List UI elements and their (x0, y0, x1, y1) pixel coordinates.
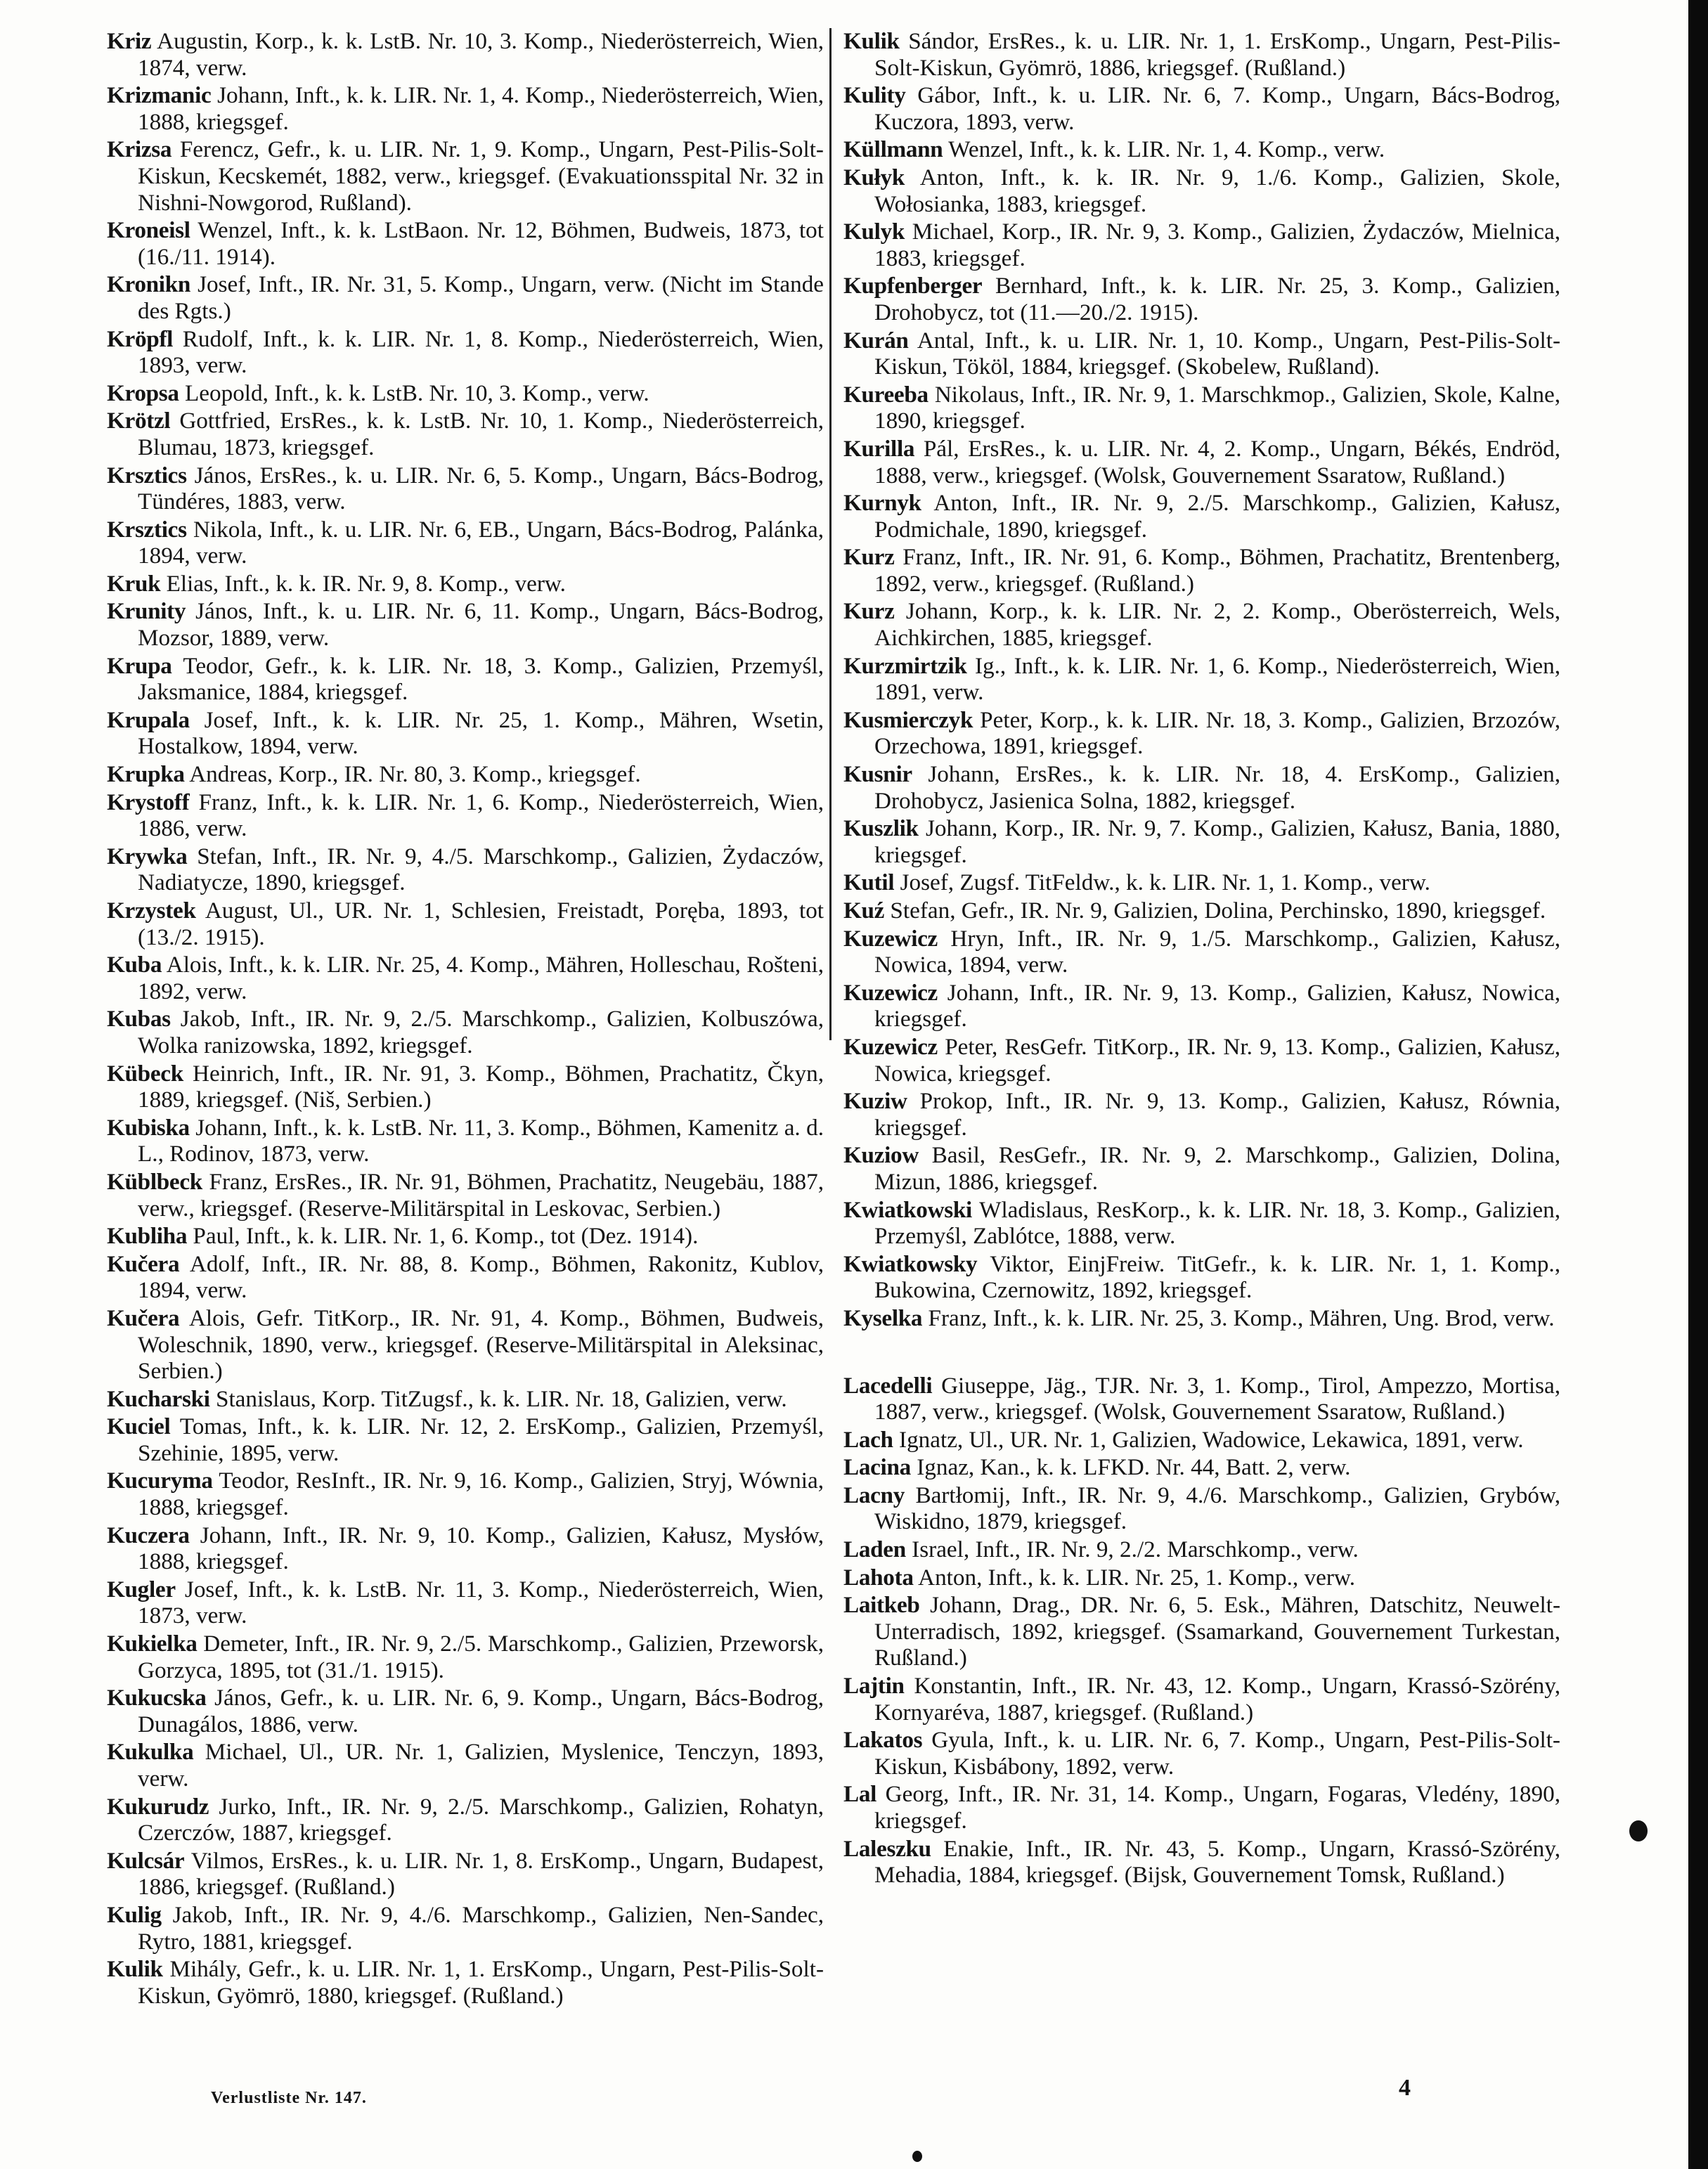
casualty-entry (107, 1061, 824, 1113)
entry-surname: Kučera (107, 1250, 180, 1277)
entry-surname: Kubas (107, 1006, 171, 1032)
casualty-entry (843, 164, 1560, 217)
entry-surname: Kutil (843, 869, 895, 896)
entry-surname: Kubiska (107, 1114, 190, 1141)
casualty-entry (843, 815, 1560, 868)
entry-surname: Laitkeb (843, 1592, 920, 1619)
entry-details: Stefan, Gefr., IR. Nr. 9, Galizien, Dolina, Perchinsko, 1890, kriegsgef. (890, 898, 1546, 924)
entry-details: Ignatz, Ul., UR. Nr. 1, Galizien, Wadowice, Lekawica, 1891, verw. (899, 1426, 1524, 1453)
entry-details: Stanislaus, Korp. TitZugsf., k. k. LIR. Nr. 18, Galizien, verw. (215, 1385, 787, 1412)
casualty-entry (843, 1251, 1560, 1304)
casualty-entry (107, 1522, 824, 1575)
entry-surname: Kriz (107, 28, 152, 54)
entry-surname: Krzystek (107, 898, 196, 924)
entry-surname: Lacina (843, 1454, 911, 1481)
casualty-entry (843, 544, 1560, 597)
casualty-entry (843, 980, 1560, 1032)
entry-surname: Kurnyk (843, 490, 921, 517)
casualty-entry (843, 898, 1560, 924)
entry-details: Josef, Zugsf. TitFeldw., k. k. LIR. Nr. 1, 1. Komp., verw. (900, 869, 1430, 896)
casualty-entry (107, 653, 824, 706)
casualty-entry (107, 408, 824, 460)
entry-surname: Kuzewicz (843, 979, 938, 1006)
casualty-entry (107, 1251, 824, 1304)
entry-surname: Küllmann (843, 136, 943, 163)
entry-details: Wenzel, Inft., k. k. LIR. Nr. 1, 4. Komp., verw. (948, 136, 1385, 163)
entry-surname: Krizmanic (107, 82, 212, 109)
right-column-l-entries (843, 1373, 1560, 1889)
entry-surname: Kuciel (107, 1413, 171, 1440)
entry-surname: Lacny (843, 1482, 905, 1508)
casualty-entry (107, 462, 824, 515)
casualty-entry (843, 436, 1560, 488)
entry-details: Demeter, Inft., IR. Nr. 9, 2./5. Marschkomp., Galizien, Przeworsk, Gorzyca, 1895, tot (31./1. 1915). (138, 1631, 824, 1683)
section-gap (843, 1333, 1560, 1373)
casualty-entry (107, 271, 824, 324)
entry-details: Basil, ResGefr., IR. Nr. 9, 2. Marschkomp., Galizien, Dolina, Mizun, 1886, kriegsgef. (874, 1142, 1560, 1195)
casualty-entry (843, 1673, 1560, 1726)
entry-details: Gyula, Inft., k. u. LIR. Nr. 6, 7. Komp., Ungarn, Pest-Pilis-Solt-Kiskun, Kisbábony, 1892, verw. (874, 1727, 1560, 1780)
entry-details: János, ErsRes., k. u. LIR. Nr. 6, 5. Komp., Ungarn, Bács-Bodrog, Tündéres, 1883, verw. (138, 462, 824, 515)
casualty-entry (843, 1454, 1560, 1481)
entry-details: August, Ul., UR. Nr. 1, Schlesien, Freistadt, Poręba, 1893, tot (13./2. 1915). (138, 898, 824, 950)
entry-surname: Lach (843, 1426, 893, 1453)
page-number: 4 (1399, 2075, 1411, 2101)
entry-details: Paul, Inft., k. k. LIR. Nr. 1, 6. Komp., tot (Dez. 1914). (193, 1223, 699, 1250)
entry-surname: Lal (843, 1781, 877, 1808)
entry-details: Peter, ResGefr. TitKorp., IR. Nr. 9, 13. Komp., Galizien, Kałusz, Nowica, kriegsgef. (874, 1033, 1560, 1087)
casualty-entry (107, 1413, 824, 1466)
casualty-entry (107, 517, 824, 569)
entry-details: Gottfried, ErsRes., k. k. LstB. Nr. 10, 1. Komp., Niederösterreich, Blumau, 1873, kriegsgef. (138, 408, 824, 460)
entry-details: Giuseppe, Jäg., TJR. Nr. 3, 1. Komp., Tirol, Ampezzo, Mortisa, 1887, verw., kriegsgef. (Wolsk, Gouvernement Ssaratow, Rußland.) (874, 1372, 1561, 1425)
casualty-entry (107, 1386, 824, 1413)
casualty-entry (843, 1034, 1560, 1087)
entry-details: Josef, Inft., k. k. LstB. Nr. 11, 3. Komp., Niederösterreich, Wien, 1873, verw. (138, 1576, 824, 1629)
entry-surname: Kroneisl (107, 217, 190, 244)
entry-details: Anton, Inft., k. k. IR. Nr. 9, 1./6. Komp., Galizien, Skole, Wołosianka, 1883, kriegsgef. (874, 164, 1560, 217)
casualty-entry (843, 1781, 1560, 1834)
casualty-entry (843, 1373, 1560, 1425)
casualty-entry (107, 1956, 824, 2009)
casualty-entry (107, 843, 824, 896)
entry-surname: Kuziow (843, 1142, 919, 1169)
entry-details: Johann, Korp., k. k. LIR. Nr. 2, 2. Komp., Oberösterreich, Wels, Aichkirchen, 1885, kriegsgef. (874, 598, 1560, 652)
entry-surname: Kusnir (843, 761, 912, 788)
casualty-entry (107, 1169, 824, 1222)
casualty-entry (107, 1305, 824, 1385)
entry-details: Johann, Inft., k. k. LstB. Nr. 11, 3. Komp., Böhmen, Kamenitz a. d. L., Rodinov, 1873, verw. (138, 1114, 824, 1167)
casualty-entry (843, 1142, 1560, 1195)
entry-details: Josef, Inft., k. k. LIR. Nr. 25, 1. Komp., Mähren, Wsetin, Hostalkow, 1894, verw. (138, 706, 824, 760)
entry-surname: Kulity (843, 82, 906, 109)
entry-surname: Laleszku (843, 1835, 931, 1862)
entry-surname: Kuź (843, 898, 885, 924)
casualty-entry (107, 1739, 824, 1792)
footer-list-label: Verlustliste Nr. 147. (211, 2089, 367, 2107)
casualty-entry (843, 926, 1560, 978)
entry-details: Enakie, Inft., IR. Nr. 43, 5. Komp., Ungarn, Krassó-Szörény, Mehadia, 1884, kriegsgef. (Bijsk, Gouvernement Tomsk, Rußland.) (874, 1835, 1560, 1889)
entry-surname: Kwiatkowsky (843, 1250, 978, 1277)
entry-details: Johann, Drag., DR. Nr. 6, 5. Esk., Mähren, Datschitz, Neuwelt-Unterradisch, 1892, kriegsgef. (Ssamarkand, Gouvernement Turkestan, Rußland.) (874, 1592, 1561, 1671)
casualty-entry (107, 898, 824, 950)
entry-details: Anton, Inft., IR. Nr. 9, 2./5. Marschkomp., Galizien, Kałusz, Podmichale, 1890, kriegsgef. (874, 490, 1560, 543)
entry-details: Hryn, Inft., IR. Nr. 9, 1./5. Marschkomp., Galizien, Kałusz, Nowica, 1894, verw. (874, 925, 1561, 978)
entry-surname: Krywka (107, 843, 188, 869)
casualty-entry (843, 382, 1560, 434)
entry-details: Ferencz, Gefr., k. u. LIR. Nr. 1, 9. Komp., Ungarn, Pest-Pilis-Solt-Kiskun, Kecskemét, 1882, verw., kriegsgef. (Evakuationsspital Nr. 32 in Nishni-Nowgorod, Rußland). (138, 136, 824, 216)
entry-details: Franz, ErsRes., IR. Nr. 91, Böhmen, Prachatitz, Neugebäu, 1887, verw., kriegsgef. (Reserve-Militärspital in Leskovac, Serbien.) (138, 1168, 824, 1222)
entry-surname: Küblbeck (107, 1168, 202, 1195)
entry-surname: Kurilla (843, 435, 915, 462)
entry-details: Jakob, Inft., IR. Nr. 9, 2./5. Marschkomp., Galizien, Kolbuszówa, Wolka ranizowska, 1892, kriegsgef. (138, 1006, 824, 1058)
casualty-entry (107, 1848, 824, 1901)
entry-surname: Krupa (107, 652, 172, 679)
entry-details: Andreas, Korp., IR. Nr. 80, 3. Komp., kriegsgef. (189, 761, 641, 788)
entry-details: Pál, ErsRes., k. u. LIR. Nr. 4, 2. Komp., Ungarn, Békés, Endröd, 1888, verw., kriegsgef. (Wolsk, Gouvernement Ssaratow, Rußland.) (874, 435, 1561, 488)
entry-surname: Kukurudz (107, 1793, 209, 1820)
casualty-entry (107, 1006, 824, 1058)
casualty-entry (843, 1836, 1560, 1889)
entry-surname: Kukucska (107, 1685, 207, 1711)
entry-surname: Kulik (107, 1956, 163, 1983)
casualty-entry (107, 952, 824, 1004)
entry-surname: Kubliha (107, 1223, 188, 1250)
casualty-entry (843, 707, 1560, 760)
entry-surname: Krötzl (107, 408, 171, 434)
entry-details: Heinrich, Inft., IR. Nr. 91, 3. Komp., Böhmen, Prachatitz, Čkyn, 1889, kriegsgef. (Niš, Serbien.) (138, 1060, 824, 1113)
entry-surname: Lakatos (843, 1727, 923, 1754)
casualty-entry (107, 1685, 824, 1737)
entry-details: Michael, Korp., IR. Nr. 9, 3. Komp., Galizien, Żydaczów, Mielnica, 1883, kriegsgef. (874, 219, 1560, 271)
entry-details: Johann, Inft., IR. Nr. 9, 13. Komp., Galizien, Kałusz, Nowica, kriegsgef. (874, 979, 1561, 1032)
casualty-entry (843, 273, 1560, 325)
entry-surname: Kurz (843, 544, 895, 571)
entry-surname: Lahota (843, 1564, 914, 1591)
entry-surname: Kröpfl (107, 325, 174, 352)
casualty-entry (843, 1592, 1560, 1671)
casualty-entry (107, 789, 824, 842)
casualty-entry (843, 136, 1560, 163)
entry-surname: Kuzewicz (843, 925, 938, 952)
entry-surname: Kronikn (107, 271, 191, 298)
entry-details: Augustin, Korp., k. k. LstB. Nr. 10, 3. Komp., Niederösterreich, Wien, 1874, verw. (138, 28, 824, 81)
entry-surname: Kucuryma (107, 1468, 213, 1494)
entry-surname: Kureeba (843, 381, 929, 408)
ink-blot-bottom (912, 2151, 922, 2162)
entry-details: Nikola, Inft., k. u. LIR. Nr. 6, EB., Ungarn, Bács-Bodrog, Palánka, 1894, verw. (138, 516, 824, 569)
entry-surname: Kulcsár (107, 1847, 185, 1874)
entry-details: Peter, Korp., k. k. LIR. Nr. 18, 3. Komp., Galizien, Brzozów, Orzechowa, 1891, kriegsgef. (874, 706, 1560, 760)
casualty-entry (843, 28, 1560, 81)
casualty-entry (107, 1115, 824, 1167)
entry-details: Franz, Inft., k. k. LIR. Nr. 25, 3. Komp., Mähren, Ung. Brod, verw. (928, 1304, 1555, 1331)
casualty-entry (107, 1468, 824, 1520)
entry-surname: Kruk (107, 570, 161, 597)
ink-blot-right (1629, 1820, 1648, 1841)
right-column (843, 28, 1560, 1890)
casualty-entry (107, 1576, 824, 1629)
entry-details: Franz, Inft., IR. Nr. 91, 6. Komp., Böhmen, Prachatitz, Brentenberg, 1892, verw., kriegsgef. (Rußland.) (874, 544, 1560, 597)
entry-details: János, Inft., k. u. LIR. Nr. 6, 11. Komp., Ungarn, Bács-Bodrog, Mozsor, 1889, verw. (138, 598, 824, 652)
entry-surname: Kuszlik (843, 815, 919, 842)
entry-surname: Kuzewicz (843, 1033, 938, 1060)
entry-surname: Kugler (107, 1576, 176, 1603)
entry-details: Johann, ErsRes., k. k. LIR. Nr. 18, 4. ErsKomp., Galizien, Drohobycz, Jasienica Solna, 1882, kriegsgef. (874, 761, 1561, 814)
entry-surname: Kułyk (843, 164, 905, 190)
entry-surname: Kuziw (843, 1088, 907, 1115)
entry-details: Johann, Inft., IR. Nr. 9, 10. Komp., Galizien, Kałusz, Mysłów, 1888, kriegsgef. (138, 1522, 824, 1575)
entry-details: Prokop, Inft., IR. Nr. 9, 13. Komp., Galizien, Kałusz, Równia, kriegsgef. (874, 1088, 1560, 1141)
entry-surname: Kurzmirtzik (843, 652, 967, 679)
entry-details: Adolf, Inft., IR. Nr. 88, 8. Komp., Böhmen, Rakonitz, Kublov, 1894, verw. (138, 1250, 824, 1304)
casualty-entry (843, 598, 1560, 651)
entry-surname: Kucharski (107, 1385, 210, 1412)
entry-details: Wladislaus, ResKorp., k. k. LIR. Nr. 18, 3. Komp., Galizien, Przemyśl, Zablótce, 1888, verw. (874, 1196, 1560, 1250)
entry-surname: Kuczera (107, 1522, 190, 1548)
left-column (107, 28, 824, 2010)
entry-details: Anton, Inft., k. k. LIR. Nr. 25, 1. Komp., verw. (918, 1564, 1356, 1591)
entry-surname: Kukulka (107, 1739, 194, 1766)
entry-surname: Kuba (107, 952, 162, 978)
casualty-entry (843, 761, 1560, 814)
casualty-entry (107, 217, 824, 270)
casualty-entry (107, 28, 824, 81)
casualty-entry (107, 1223, 824, 1250)
casualty-entry (843, 869, 1560, 896)
casualty-entry (843, 1197, 1560, 1250)
casualty-entry (107, 1631, 824, 1683)
entry-surname: Krupka (107, 761, 185, 788)
entry-details: Bartłomij, Inft., IR. Nr. 9, 4./6. Marschkomp., Galizien, Grybów, Wiskidno, 1879, kriegsgef. (874, 1482, 1560, 1535)
entry-details: Rudolf, Inft., k. k. LIR. Nr. 1, 8. Komp., Niederösterreich, Wien, 1893, verw. (138, 325, 824, 379)
entry-details: Antal, Inft., k. u. LIR. Nr. 1, 10. Komp., Ungarn, Pest-Pilis-Solt-Kiskun, Tököl, 1884, kriegsgef. (Skobelew, Rußland). (874, 327, 1560, 380)
casualty-entry (107, 1794, 824, 1846)
casualty-entry (107, 136, 824, 216)
entry-surname: Kwiatkowski (843, 1196, 972, 1223)
column-divider (829, 28, 832, 1040)
casualty-entry (843, 1727, 1560, 1780)
casualty-entry (107, 82, 824, 135)
entry-surname: Kyselka (843, 1304, 923, 1331)
casualty-entry (107, 707, 824, 760)
entry-surname: Kukielka (107, 1631, 198, 1657)
entry-surname: Krunity (107, 598, 186, 625)
entry-details: Konstantin, Inft., IR. Nr. 43, 12. Komp., Ungarn, Krassó-Szörény, Kornyaréva, 1887, kriegsgef. (Rußland.) (874, 1673, 1561, 1726)
casualty-entry (843, 219, 1560, 271)
entry-details: Israel, Inft., IR. Nr. 9, 2./2. Marschkomp., verw. (912, 1536, 1359, 1563)
casualty-entry (843, 490, 1560, 543)
casualty-entry (843, 1088, 1560, 1141)
casualty-entry (107, 1902, 824, 1955)
entry-surname: Kurán (843, 327, 909, 354)
entry-surname: Kübeck (107, 1060, 183, 1087)
entry-details: Leopold, Inft., k. k. LstB. Nr. 10, 3. Komp., verw. (185, 380, 649, 406)
entry-surname: Krupala (107, 706, 190, 733)
right-column-k-entries (843, 28, 1560, 1332)
entry-details: Vilmos, ErsRes., k. u. LIR. Nr. 1, 8. ErsKomp., Ungarn, Budapest, 1886, kriegsgef. (Rußland.) (138, 1847, 824, 1901)
casualty-entry (843, 1536, 1560, 1563)
casualty-entry (843, 653, 1560, 706)
entry-details: Alois, Gefr. TitKorp., IR. Nr. 91, 4. Komp., Böhmen, Budweis, Woleschnik, 1890, verw., kriegsgef. (Reserve-Militärspital in Aleksinac, Serbien.) (138, 1304, 824, 1385)
scan-edge (1688, 0, 1708, 2169)
entry-details: Stefan, Inft., IR. Nr. 9, 4./5. Marschkomp., Galizien, Żydaczów, Nadiatycze, 1890, kriegsgef. (138, 843, 824, 896)
entry-surname: Kurz (843, 598, 895, 625)
entry-details: Michael, Ul., UR. Nr. 1, Galizien, Myslenice, Tenczyn, 1893, verw. (138, 1739, 824, 1792)
entry-details: Georg, Inft., IR. Nr. 31, 14. Komp., Ungarn, Fogaras, Vledény, 1890, kriegsgef. (874, 1781, 1561, 1834)
entry-surname: Krsztics (107, 516, 187, 543)
casualty-entry (843, 82, 1560, 135)
entry-surname: Krizsa (107, 136, 172, 163)
entry-surname: Kulik (843, 28, 900, 54)
entry-details: Bernhard, Inft., k. k. LIR. Nr. 25, 3. Komp., Galizien, Drohobycz, tot (11.—20./2. 1915). (874, 273, 1560, 325)
entry-details: Jakob, Inft., IR. Nr. 9, 4./6. Marschkomp., Galizien, Nen-Sandec, Rytro, 1881, kriegsgef. (138, 1901, 824, 1955)
entry-details: Gábor, Inft., k. u. LIR. Nr. 6, 7. Komp., Ungarn, Bács-Bodrog, Kuczora, 1893, verw. (874, 82, 1561, 135)
casualty-entry (107, 380, 824, 407)
entry-details: Johann, Korp., IR. Nr. 9, 7. Komp., Galizien, Kałusz, Bania, 1880, kriegsgef. (874, 815, 1560, 868)
entry-details: Wenzel, Inft., k. k. LstBaon. Nr. 12, Böhmen, Budweis, 1873, tot (16./11. 1914). (138, 217, 824, 270)
entry-surname: Laden (843, 1536, 906, 1563)
entry-details: Josef, Inft., IR. Nr. 31, 5. Komp., Ungarn, verw. (Nicht im Stande des Rgts.) (138, 271, 824, 324)
entry-surname: Kulyk (843, 219, 905, 245)
entry-details: Elias, Inft., k. k. IR. Nr. 9, 8. Komp., verw. (166, 570, 566, 597)
entry-surname: Kupfenberger (843, 273, 983, 299)
casualty-entry (843, 1305, 1560, 1332)
entry-details: Ig., Inft., k. k. LIR. Nr. 1, 6. Komp., Niederösterreich, Wien, 1891, verw. (874, 652, 1561, 706)
entry-surname: Kučera (107, 1304, 180, 1331)
entry-details: Teodor, Gefr., k. k. LIR. Nr. 18, 3. Komp., Galizien, Przemyśl, Jaksmanice, 1884, kriegsgef. (138, 652, 824, 706)
entry-details: Mihály, Gefr., k. u. LIR. Nr. 1, 1. ErsKomp., Ungarn, Pest-Pilis-Solt-Kiskun, Gyömrö, 1880, kriegsgef. (Rußland.) (138, 1956, 824, 2009)
entry-details: Viktor, EinjFreiw. TitGefr., k. k. LIR. Nr. 1, 1. Komp., Bukowina, Czernowitz, 1892, kriegsgef. (874, 1250, 1560, 1304)
casualty-entry (843, 1427, 1560, 1453)
entry-details: János, Gefr., k. u. LIR. Nr. 6, 9. Komp., Ungarn, Bács-Bodrog, Dunagálos, 1886, verw. (138, 1685, 824, 1737)
entry-details: Tomas, Inft., k. k. LIR. Nr. 12, 2. ErsKomp., Galizien, Przemyśl, Szehinie, 1895, verw. (138, 1413, 824, 1466)
entry-surname: Krsztics (107, 462, 187, 488)
casualty-entry (843, 1482, 1560, 1535)
casualty-entry (107, 326, 824, 379)
entry-details: Franz, Inft., k. k. LIR. Nr. 1, 6. Komp., Niederösterreich, Wien, 1886, verw. (138, 789, 824, 842)
entry-details: Teodor, ResInft., IR. Nr. 9, 16. Komp., Galizien, Stryj, Wównia, 1888, kriegsgef. (138, 1468, 824, 1521)
entry-details: Alois, Inft., k. k. LIR. Nr. 25, 4. Komp., Mähren, Holleschau, Rošteni, 1892, verw. (138, 952, 824, 1004)
entry-surname: Krystoff (107, 789, 190, 815)
entry-details: Nikolaus, Inft., IR. Nr. 9, 1. Marschkmop., Galizien, Skole, Kalne, 1890, kriegsgef. (874, 381, 1560, 434)
casualty-entry (107, 761, 824, 788)
entry-details: Sándor, ErsRes., k. u. LIR. Nr. 1, 1. ErsKomp., Ungarn, Pest-Pilis-Solt-Kiskun, Gyömrö, 1886, kriegsgef. (Rußland.) (874, 28, 1560, 81)
casualty-entry (107, 598, 824, 651)
entry-surname: Kropsa (107, 380, 179, 406)
entry-details: Jurko, Inft., IR. Nr. 9, 2./5. Marschkomp., Galizien, Rohatyn, Czerczów, 1887, kriegsgef. (138, 1793, 824, 1846)
casualty-entry (843, 328, 1560, 380)
entry-surname: Kulig (107, 1901, 162, 1928)
casualty-entry (107, 571, 824, 597)
entry-surname: Lacedelli (843, 1372, 933, 1399)
entry-surname: Lajtin (843, 1673, 905, 1699)
entry-surname: Kusmierczyk (843, 706, 973, 733)
entry-details: Ignaz, Kan., k. k. LFKD. Nr. 44, Batt. 2, verw. (917, 1454, 1351, 1481)
casualty-entry (843, 1565, 1560, 1591)
entry-details: Johann, Inft., k. k. LIR. Nr. 1, 4. Komp., Niederösterreich, Wien, 1888, kriegsgef. (138, 82, 824, 135)
